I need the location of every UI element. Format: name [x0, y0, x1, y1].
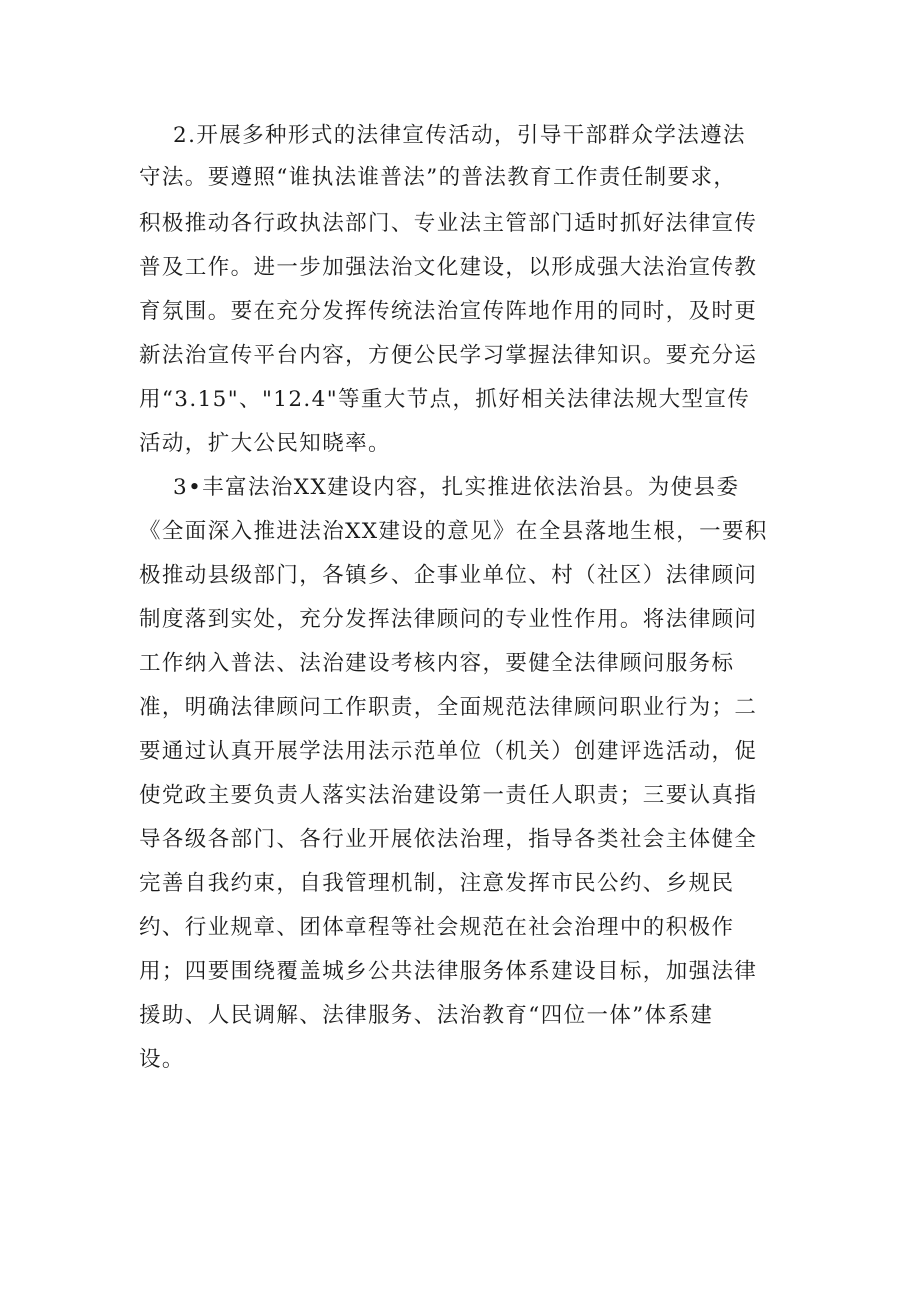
text-line: 工作纳入普法、法治建设考核内容，要健全法律顾问服务标 — [139, 651, 735, 676]
text-line: 育氛围。要在充分发挥传统法治宣传阵地作用的同时，及时更 — [139, 299, 758, 324]
text-line: 用“3.15"、"12.4"等重大节点，抓好相关法律法规大型宣传 — [139, 387, 751, 412]
text-line: 《全面深入推进法治XX建设的意见》在全县落地生根，一要积 — [139, 519, 768, 544]
text-line: 使党政主要负责人落实法治建设第一责任人职责；三要认真指 — [139, 783, 758, 808]
text-line: 新法治宣传平台内容，方便公民学习掌握法律知识。要充分运 — [139, 343, 758, 368]
text-line: 完善自我约束，自我管理机制，注意发挥市民公约、乡规民 — [139, 871, 735, 896]
text-line: 普及工作。进一步加强法治文化建设，以形成强大法治宣传教 — [139, 255, 758, 280]
text-line: 积极推动各行政执法部门、专业法主管部门适时抓好法律宣传 — [139, 211, 758, 236]
text-line: 活动，扩大公民知晓率。 — [139, 431, 391, 456]
text-line: 约、行业规章、团体章程等社会规范在社会治理中的积极作 — [139, 915, 735, 940]
text-line: 2.开展多种形式的法律宣传活动，引导干部群众学法遵法 — [173, 123, 746, 148]
text-line: 极推动县级部门，各镇乡、企事业单位、村（社区）法律顾问 — [139, 563, 758, 588]
text-line: 守法。要遵照“谁执法谁普法”的普法教育工作责任制要求， — [139, 165, 737, 190]
text-line: 用；四要围绕覆盖城乡公共法律服务体系建设目标，加强法律 — [139, 959, 758, 984]
text-line: 援助、人民调解、法律服务、法治教育“四位一体”体系建 — [139, 1003, 714, 1028]
text-line: 制度落到实处，充分发挥法律顾问的专业性作用。将法律顾问 — [139, 607, 758, 632]
text-line: 设。 — [139, 1047, 185, 1072]
text-line: 准，明确法律顾问工作职责，全面规范法律顾问职业行为；二 — [139, 695, 758, 720]
text-line: 要通过认真开展学法用法示范单位（机关）创建评选活动，促 — [139, 739, 758, 764]
text-line: 导各级各部门、各行业开展依法治理，指导各类社会主体健全 — [139, 827, 758, 852]
text-line: 3•丰富法治XX建设内容，扎实推进依法治县。为使县委 — [173, 475, 740, 500]
